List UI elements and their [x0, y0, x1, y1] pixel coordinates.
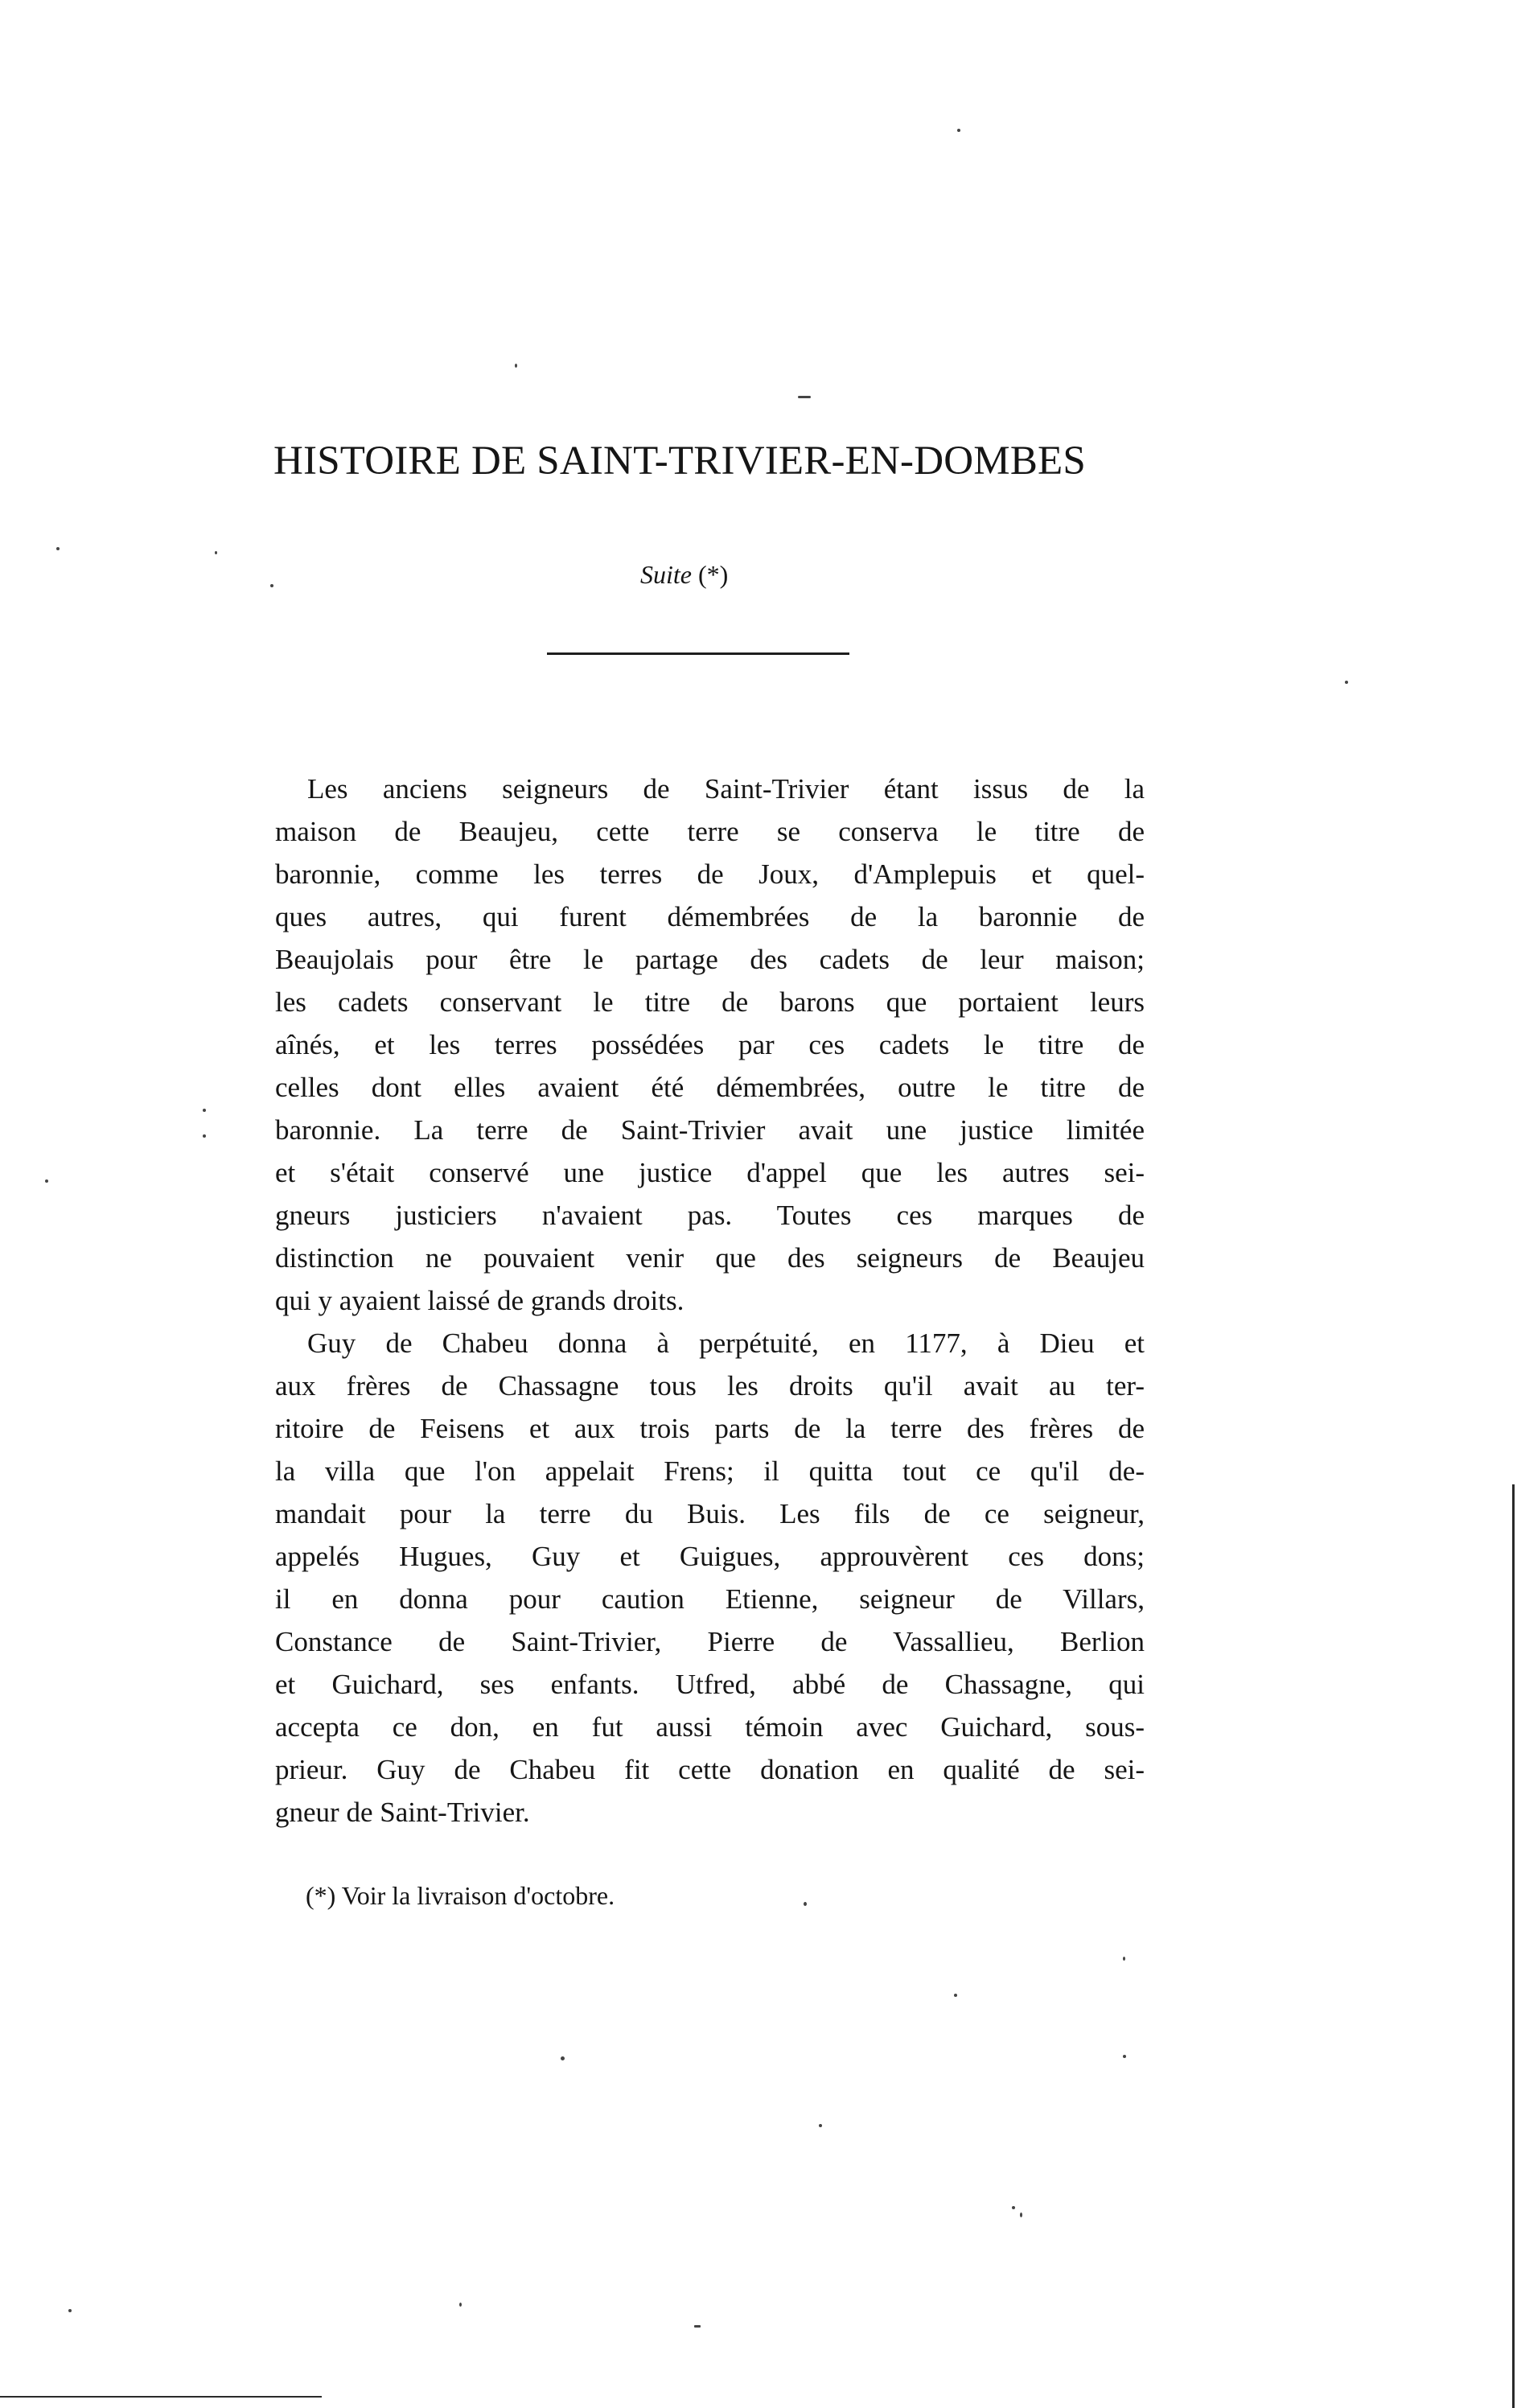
scan-speck	[203, 1134, 206, 1138]
text-line: et Guichard, ses enfants. Utfred, abbé de Chassagne, qui	[275, 1669, 1145, 1700]
text-line: la villa que l'on appelait Frens; il quitta tout ce qu'il de-	[275, 1455, 1145, 1487]
text-line: baronnie, comme les terres de Joux, d'Amplepuis et quel-	[275, 858, 1145, 890]
scan-speck	[819, 2124, 822, 2127]
text-line: maison de Beaujeu, cette terre se conserva le titre de	[275, 816, 1145, 847]
scan-speck	[1123, 1957, 1125, 1961]
text-line: aux frères de Chassagne tous les droits qu'il avait au ter-	[275, 1370, 1145, 1402]
footnote-marker: (*)	[697, 560, 729, 589]
text-line: Les anciens seigneurs de Saint-Trivier étant issus de la	[307, 773, 1145, 805]
text-line: les cadets conservant le titre de barons que portaient leurs	[275, 986, 1145, 1018]
text-line: appelés Hugues, Guy et Guigues, approuvèrent ces dons;	[275, 1541, 1145, 1572]
text-line: Guy de Chabeu donna à perpétuité, en 1177, à Dieu et	[307, 1327, 1145, 1359]
scan-edge-line	[1512, 1484, 1515, 2408]
text-line: ritoire de Feisens et aux trois parts de la terre des frères de	[275, 1413, 1145, 1444]
text-line: gneurs justiciers n'avaient pas. Toutes ces marques de	[275, 1200, 1145, 1231]
footnote: (*) Voir la livraison d'octobre.	[306, 1881, 615, 1910]
text-line: et s'était conservé une justice d'appel que les autres sei-	[275, 1157, 1145, 1188]
scan-speck	[215, 551, 217, 554]
text-line: gneur de Saint-Trivier.	[275, 1797, 530, 1828]
scan-speck	[270, 584, 273, 587]
text-line: ques autres, qui furent démembrées de la baronnie de	[275, 901, 1145, 932]
scan-speck	[954, 1994, 957, 1997]
paragraph-2	[275, 1322, 1145, 1834]
text-line: il en donna pour caution Etienne, seigneur de Villars,	[275, 1583, 1145, 1615]
page-title: HISTOIRE DE SAINT-TRIVIER-EN-DOMBES	[273, 438, 1086, 484]
scan-speck	[203, 1109, 206, 1112]
scan-speck	[694, 2325, 701, 2328]
text-line: baronnie. La terre de Saint-Trivier avait une justice limitée	[275, 1114, 1145, 1146]
scan-edge-line	[0, 2396, 322, 2398]
text-line: distinction ne pouvaient venir que des seigneurs de Beaujeu	[275, 1242, 1145, 1274]
scan-speck	[68, 2309, 72, 2312]
body-text	[275, 768, 1145, 1834]
scan-speck	[957, 129, 960, 132]
subtitle-label: Suite	[640, 560, 692, 589]
scan-speck	[1123, 2055, 1126, 2058]
scan-speck	[45, 1179, 48, 1183]
section-divider	[547, 652, 849, 655]
subtitle	[640, 557, 728, 592]
scan-speck	[459, 2303, 462, 2307]
paragraph-1	[275, 768, 1145, 1322]
text-line: aînés, et les terres possédées par ces cadets le titre de	[275, 1029, 1145, 1060]
scan-speck	[1345, 681, 1348, 684]
text-line: Constance de Saint-Trivier, Pierre de Vassallieu, Berlion	[275, 1626, 1145, 1657]
scan-speck	[798, 396, 811, 398]
scan-speck	[1012, 2206, 1015, 2209]
text-line: prieur. Guy de Chabeu fit cette donation en qualité de sei-	[275, 1754, 1145, 1785]
scan-speck	[1020, 2212, 1022, 2217]
scan-speck	[561, 2056, 565, 2060]
scan-speck	[804, 1902, 807, 1906]
scan-speck	[56, 547, 60, 550]
text-line: accepta ce don, en fut aussi témoin avec Guichard, sous-	[275, 1711, 1145, 1743]
text-line: qui y ayaient laissé de grands droits.	[275, 1285, 684, 1316]
text-line: Beaujolais pour être le partage des cadets de leur maison;	[275, 944, 1145, 975]
scan-speck	[515, 364, 517, 368]
text-line: celles dont elles avaient été démembrées, outre le titre de	[275, 1072, 1145, 1103]
text-line: mandait pour la terre du Buis. Les fils de ce seigneur,	[275, 1498, 1145, 1529]
